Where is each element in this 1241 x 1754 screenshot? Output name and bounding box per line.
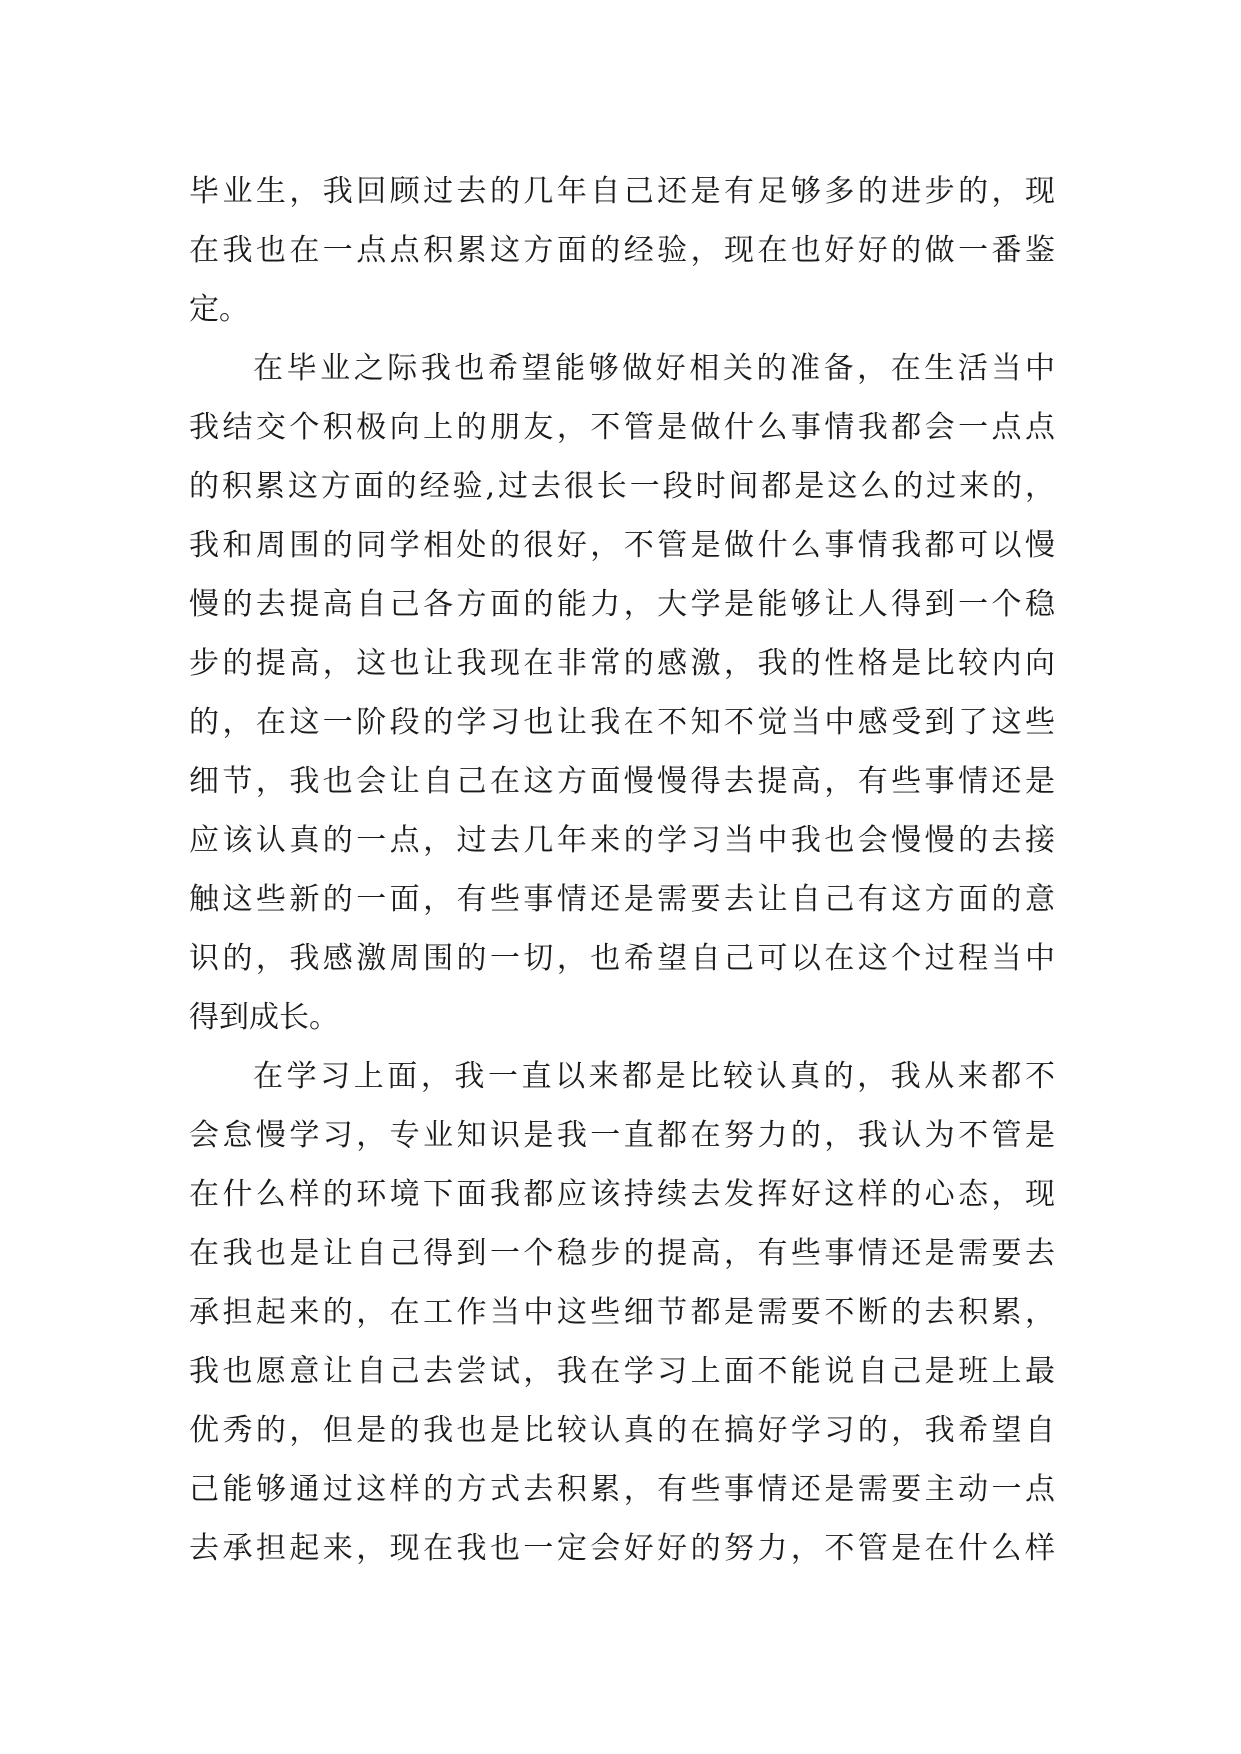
paragraph-1 [189,162,1055,339]
paragraph-line: 慢的去提高自己各方面的能力，大学是能够让人得到一个稳 [189,587,1055,622]
paragraph-line: 定。 [189,292,249,327]
paragraph-line: 在毕业之际我也希望能够做好相关的准备，在生活当中 [253,351,1055,386]
paragraph-line: 在什么样的环境下面我都应该持续去发挥好这样的心态，现 [189,1177,1055,1212]
paragraph-line: 在学习上面，我一直以来都是比较认真的，我从来都不 [253,1059,1055,1094]
paragraph-line: 识的，我感激周围的一切，也希望自己可以在这个过程当中 [189,941,1055,976]
paragraph-line: 我和周围的同学相处的很好，不管是做什么事情我都可以慢 [189,528,1055,563]
paragraph-2 [189,339,1055,1047]
paragraph-line: 我结交个积极向上的朋友，不管是做什么事情我都会一点点 [189,410,1055,445]
paragraph-line: 去承担起来，现在我也一定会好好的努力，不管是在什么样 [189,1531,1055,1566]
paragraph-line: 我也愿意让自己去尝试，我在学习上面不能说自己是班上最 [189,1354,1055,1389]
paragraph-line: 应该认真的一点，过去几年来的学习当中我也会慢慢的去接 [189,823,1055,858]
document-body [189,162,1055,1578]
paragraph-line: 己能够通过这样的方式去积累，有些事情还是需要主动一点 [189,1472,1055,1507]
paragraph-line: 在我也是让自己得到一个稳步的提高，有些事情还是需要去 [189,1236,1055,1271]
paragraph-line: 的积累这方面的经验,过去很长一段时间都是这么的过来的， [189,469,1055,504]
paragraph-line: 在我也在一点点积累这方面的经验，现在也好好的做一番鉴 [189,233,1055,268]
paragraph-line: 得到成长。 [189,1000,339,1035]
paragraph-line: 触这些新的一面，有些事情还是需要去让自己有这方面的意 [189,882,1055,917]
paragraph-line: 步的提高，这也让我现在非常的感激，我的性格是比较内向 [189,646,1055,681]
paragraph-line: 优秀的，但是的我也是比较认真的在搞好学习的，我希望自 [189,1413,1055,1448]
paragraph-line: 的，在这一阶段的学习也让我在不知不觉当中感受到了这些 [189,705,1055,740]
paragraph-line: 会怠慢学习，专业知识是我一直都在努力的，我认为不管是 [189,1118,1055,1153]
paragraph-line: 承担起来的，在工作当中这些细节都是需要不断的去积累， [189,1295,1055,1330]
paragraph-line: 毕业生，我回顾过去的几年自己还是有足够多的进步的，现 [189,174,1055,209]
paragraph-line: 细节，我也会让自己在这方面慢慢得去提高，有些事情还是 [189,764,1055,799]
paragraph-3 [189,1047,1055,1578]
